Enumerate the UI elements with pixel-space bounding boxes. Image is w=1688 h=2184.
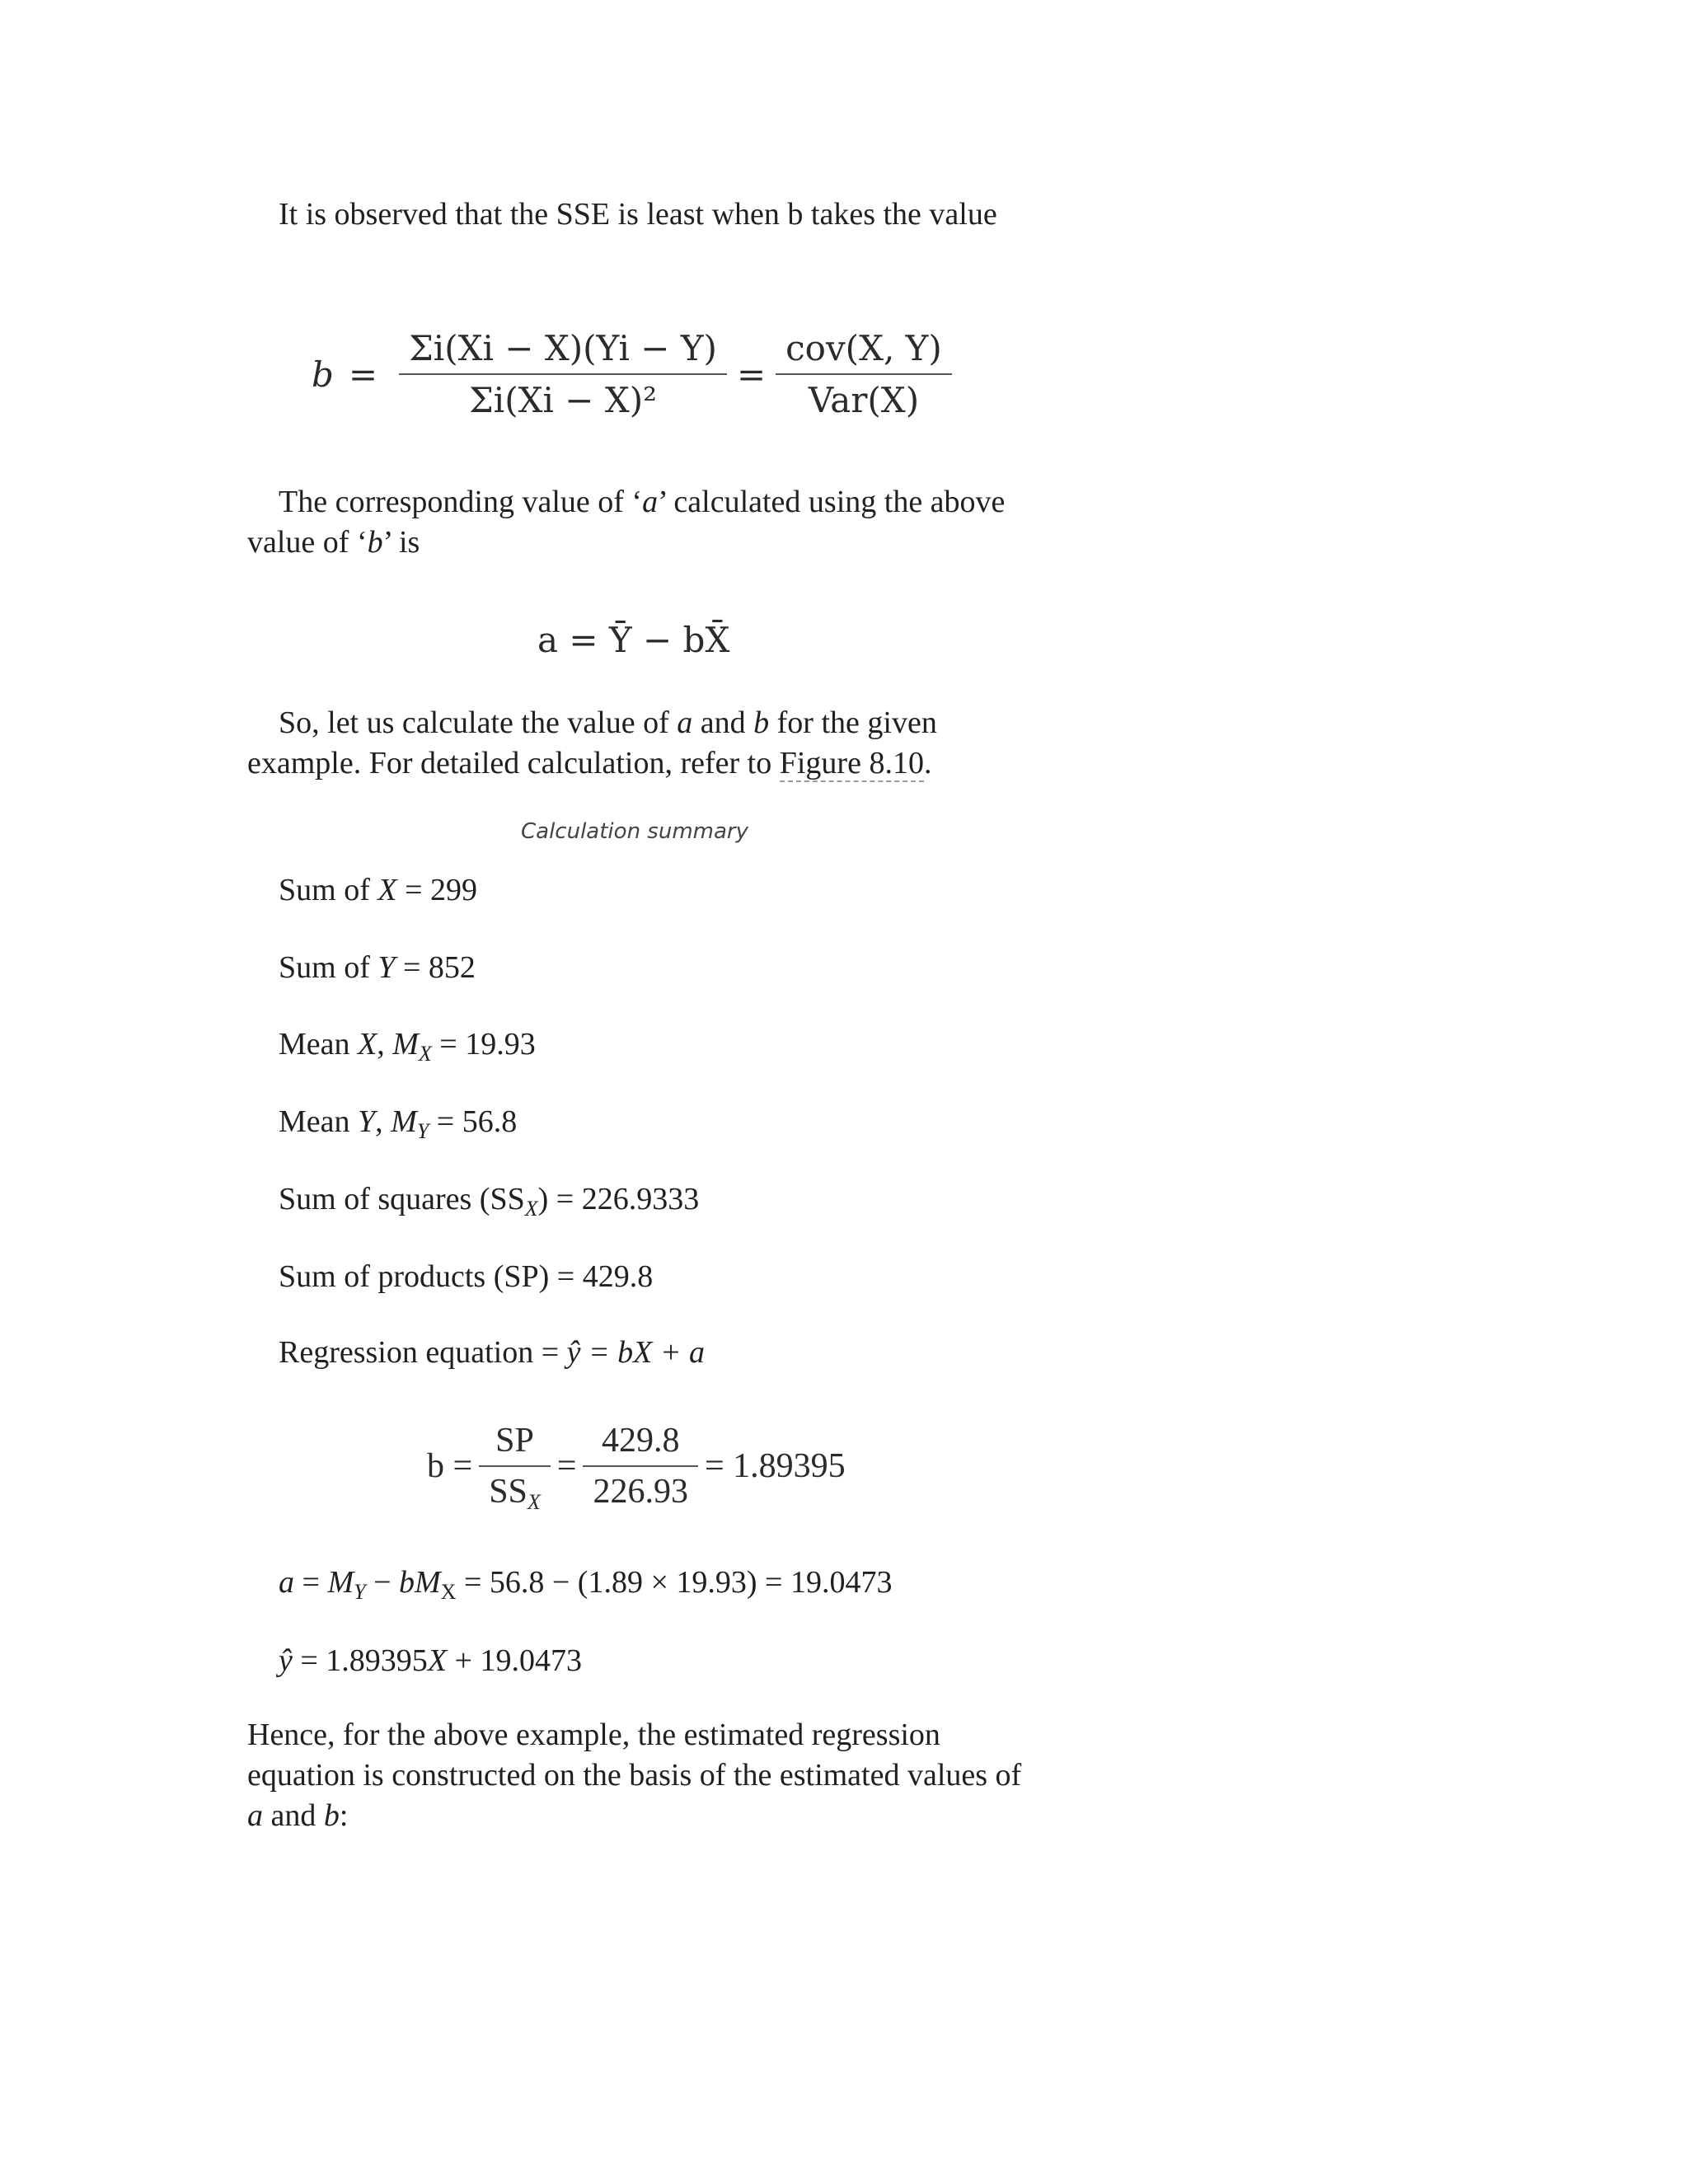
formula-b-calc-lhs: b = xyxy=(427,1447,473,1485)
line-yhat: ŷ = 1.89395X + 19.0473 xyxy=(279,1643,582,1678)
intro-paragraph: It is observed that the SSE is least when b takes the value xyxy=(279,197,997,232)
summary-sum-of-squares: Sum of squares $(SS_X) = 226.9333$ xyxy=(279,1182,700,1221)
summary-mean-x: Mean X, $M_X = 19.93$ xyxy=(279,1027,536,1066)
formula-b-lhs: b xyxy=(312,354,334,395)
summary-sum-x: Sum of X = 299 xyxy=(279,873,478,907)
formula-b-numerator-1: Σi(Xi − X)(Yi − Y) xyxy=(409,328,717,368)
line-a-calculation: $a = M_Y - bM_X = 56.8 - (1.89 \times 19.93) = 19.0473$ xyxy=(279,1565,893,1604)
formula-b-calc-fraction-1: $\frac{SP}{SS_X}$ xyxy=(484,1421,546,1511)
formula-b-denominator-1: Σi(Xi − X)² xyxy=(399,373,727,420)
formula-b-calculation xyxy=(427,1421,846,1514)
formula-b-fraction-2 xyxy=(781,328,947,420)
final-paragraph: Hence, for the above example, the estimated regression equation is constructed on the basis of the estimated values of a and b: xyxy=(247,1718,1022,1833)
summary-mean-y: Mean Y, $M_Y = 56.8$ xyxy=(279,1104,518,1143)
paragraph-calculation: So, let us calculate the value of a and b for the given example. For detailed calculation, refer to Figure 8.10. xyxy=(247,705,937,780)
formula-b-numerator-2: cov(X, Y) xyxy=(785,328,942,368)
formula-a: a = Ȳ − bX̄ xyxy=(537,620,730,660)
formula-b-calc-fraction-2: $\frac{429.8}{226.93}$ xyxy=(588,1421,693,1511)
formula-b-calc-eq2: = xyxy=(556,1447,577,1485)
formula-b-fraction-1 xyxy=(404,328,722,420)
paragraph-a: The corresponding value of ‘a’ calculated using the above value of ‘b’ is xyxy=(247,485,1006,560)
formula-b xyxy=(312,328,947,420)
formula-b-calc-result: = 1.89395 xyxy=(704,1447,846,1485)
formula-b-eq1: = xyxy=(348,354,378,395)
summary-sum-of-products: Sum of products (SP) = 429.8 xyxy=(279,1259,654,1294)
formula-b-denominator-2: Var(X) xyxy=(776,373,952,420)
summary-sum-y: Sum of Y = 852 xyxy=(279,950,476,985)
summary-regression-equation: Regression equation = ŷ = bX + a xyxy=(279,1335,706,1370)
formula-b-eq2: = xyxy=(736,354,767,395)
calculation-summary-caption: Calculation summary xyxy=(521,819,748,844)
figure-8-10-link[interactable]: Figure 8.10 xyxy=(779,746,924,780)
